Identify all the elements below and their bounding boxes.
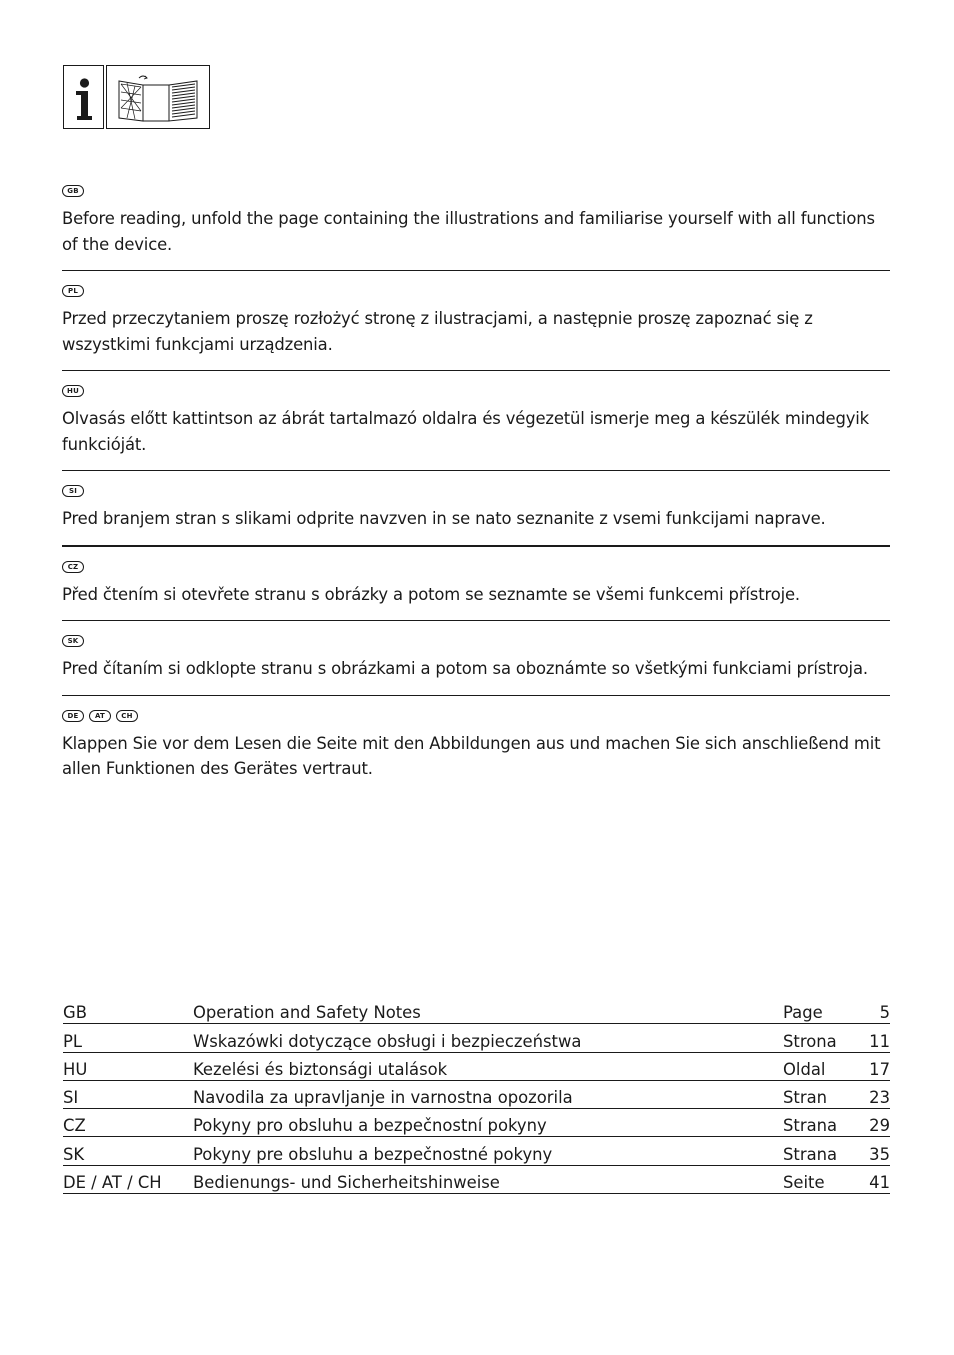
instruction-text: Przed przeczytaniem proszę rozłożyć stronę z ilustracjami, a następnie proszę zapoznać się z wszystkimi funkcjami urządzenia. xyxy=(62,309,813,354)
toc-row xyxy=(63,1024,890,1052)
header-icons xyxy=(63,65,210,129)
instruction-section xyxy=(62,561,890,622)
toc-row xyxy=(63,996,890,1024)
instruction-section xyxy=(62,710,890,795)
language-badge: SI xyxy=(62,485,84,497)
instruction-text: Klappen Sie vor dem Lesen die Seite mit den Abbildungen aus und machen Sie sich anschließend mit allen Funktionen des Gerätes vertraut. xyxy=(62,733,881,778)
toc-title: Operation and Safety Notes xyxy=(193,996,783,1024)
language-badges xyxy=(62,285,890,299)
toc-page: 23 xyxy=(853,1080,890,1108)
instruction-text: Před čtením si otevřete stranu s obrázky a potom se seznamte se všemi funkcemi přístroje. xyxy=(62,584,800,604)
toc-code: GB xyxy=(63,996,193,1024)
language-badges xyxy=(62,561,890,575)
toc-row xyxy=(63,1052,890,1080)
toc-code: CZ xyxy=(63,1109,193,1137)
toc-page: 11 xyxy=(853,1024,890,1052)
info-icon xyxy=(63,65,104,129)
toc-title: Bedienungs- und Sicherheitshinweise xyxy=(193,1165,783,1193)
toc-code: SI xyxy=(63,1080,193,1108)
table-of-contents xyxy=(63,996,890,1194)
instruction-text: Olvasás előtt kattintson az ábrát tartalmazó oldalra és végezetül ismerje meg a készülék mindegyik funkcióját. xyxy=(62,409,870,454)
instruction-section xyxy=(62,485,890,547)
toc-page: 5 xyxy=(853,996,890,1024)
instruction-section xyxy=(62,285,890,371)
toc-page-word: Strana xyxy=(783,1109,853,1137)
instruction-text: Before reading, unfold the page containing the illustrations and familiarise yourself with all functions of the device. xyxy=(62,209,875,254)
toc-title: Kezelési és biztonsági utalások xyxy=(193,1052,783,1080)
instruction-text: Pred branjem stran s slikami odprite navzven in se nato seznanite z vsemi funkcijami naprave. xyxy=(62,509,826,528)
language-badge: CZ xyxy=(62,561,84,573)
unfold-page-icon xyxy=(106,65,210,129)
language-badges xyxy=(62,635,890,649)
language-badges xyxy=(62,710,890,724)
instruction-section xyxy=(62,185,890,271)
toc-page-word: Seite xyxy=(783,1165,853,1193)
toc-page: 29 xyxy=(853,1109,890,1137)
toc-title: Wskazówki dotyczące obsługi i bezpieczeństwa xyxy=(193,1024,783,1052)
toc-page-word: Strana xyxy=(783,1137,853,1165)
language-badges xyxy=(62,385,890,399)
language-badge: DE xyxy=(62,710,84,722)
toc-code: SK xyxy=(63,1137,193,1165)
toc-page-word: Stran xyxy=(783,1080,853,1108)
toc-page: 17 xyxy=(853,1052,890,1080)
language-badge: HU xyxy=(62,385,84,397)
instruction-section xyxy=(62,635,890,696)
instruction-section xyxy=(62,385,890,471)
language-badge: AT xyxy=(89,710,111,722)
language-badge: SK xyxy=(62,635,84,647)
instruction-text: Pred čítaním si odklopte stranu s obrázkami a potom sa oboznámte so všetkými funkciami prístroja. xyxy=(62,659,868,678)
language-badges xyxy=(62,485,890,499)
toc-page-word: Page xyxy=(783,996,853,1024)
language-instructions xyxy=(62,185,890,809)
language-badge: CH xyxy=(116,710,138,722)
toc-row xyxy=(63,1080,890,1108)
toc-code: DE / AT / CH xyxy=(63,1165,193,1193)
toc-code: PL xyxy=(63,1024,193,1052)
toc-page: 41 xyxy=(853,1165,890,1193)
toc-row xyxy=(63,1109,890,1137)
toc-page-word: Strona xyxy=(783,1024,853,1052)
language-badge: GB xyxy=(62,185,84,197)
toc-code: HU xyxy=(63,1052,193,1080)
toc-page-word: Oldal xyxy=(783,1052,853,1080)
language-badge: PL xyxy=(62,285,84,297)
toc-title: Pokyny pro obsluhu a bezpečnostní pokyny xyxy=(193,1109,783,1137)
toc-title: Pokyny pre obsluhu a bezpečnostné pokyny xyxy=(193,1137,783,1165)
toc-row xyxy=(63,1137,890,1165)
toc-title: Navodila za upravljanje in varnostna opozorila xyxy=(193,1080,783,1108)
toc-row xyxy=(63,1165,890,1193)
language-badges xyxy=(62,185,890,199)
toc-page: 35 xyxy=(853,1137,890,1165)
